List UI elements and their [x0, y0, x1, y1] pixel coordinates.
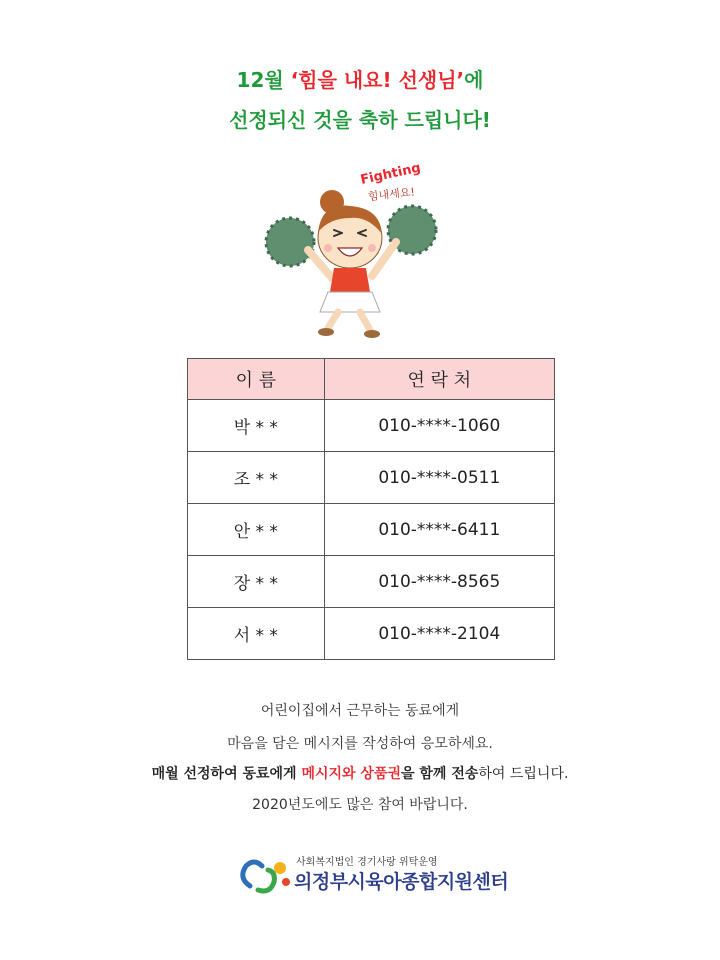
table-row [188, 556, 555, 608]
organization-logo [236, 850, 516, 900]
notes-line-3-part-a: 매월 선정하여 동료에게 [151, 766, 302, 782]
headline-particle: 에 [464, 68, 484, 92]
illustration-caption-en: Fighting [359, 160, 423, 188]
headline-month: 12월 [236, 68, 291, 92]
notes-line-3-part-d: 하여 드립니다. [478, 766, 569, 782]
column-header-contact: 연 락 처 [324, 359, 554, 400]
logo-name: 의정부시육아종합지원센터 [294, 871, 509, 893]
winner-phone: 010-****-2104 [324, 608, 554, 660]
column-header-name: 이 름 [188, 359, 325, 400]
winner-name: 조 * * [188, 452, 325, 504]
table-row [188, 400, 555, 452]
winners-table [187, 358, 555, 660]
headline-line-1 [0, 64, 720, 93]
notes-line-3-part-c: 을 함께 전송 [401, 766, 479, 782]
notes-highlight-prize: 메시지와 상품권 [301, 766, 401, 782]
table-header-row [188, 359, 555, 400]
table-row [188, 504, 555, 556]
headline-line-2: 선정되신 것을 축하 드립니다! [229, 108, 491, 132]
cheerleader-illustration [250, 150, 460, 340]
table-row [188, 608, 555, 660]
notes-line-1: 어린이집에서 근무하는 동료에게 [260, 703, 460, 719]
notes-line-4: 2020년도에도 많은 참여 바랍니다. [252, 797, 468, 813]
winner-name: 서 * * [188, 608, 325, 660]
logo-subtitle: 사회복지법인 경기사랑 위탁운영 [296, 857, 438, 868]
winner-name: 안 * * [188, 504, 325, 556]
swirl-logo-icon [236, 852, 294, 898]
winner-phone: 010-****-1060 [324, 400, 554, 452]
notes-line-3 [0, 763, 720, 783]
winner-phone: 010-****-6411 [324, 504, 554, 556]
winner-name: 장 * * [188, 556, 325, 608]
winner-phone: 010-****-0511 [324, 452, 554, 504]
table-row [188, 452, 555, 504]
headline-award-name: ‘힘을 내요! 선생님’ [290, 68, 465, 92]
notes-line-2: 마음을 담은 메시지를 작성하여 응모하세요. [227, 736, 493, 752]
illustration-caption-ko: 힘내세요! [367, 185, 416, 204]
winner-name: 박 * * [188, 400, 325, 452]
winner-phone: 010-****-8565 [324, 556, 554, 608]
